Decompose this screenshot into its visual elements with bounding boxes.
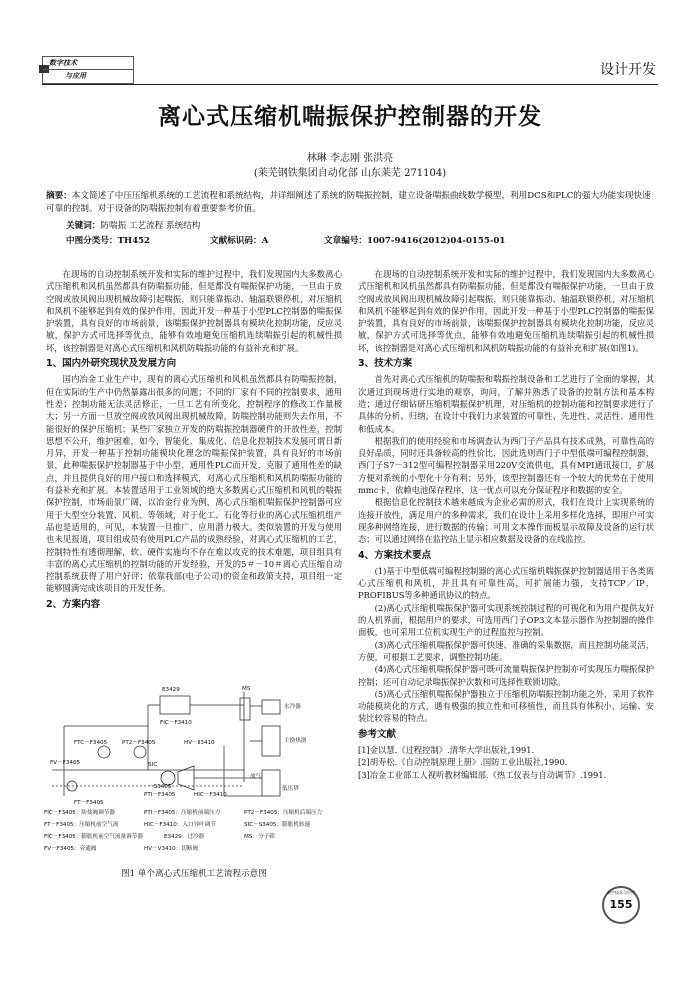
left-intro-paragraph: 在现场的自动控制系统开发和实际的维护过程中，我们发现国内大多数离心式压缩机和风机虽然都具有防喘振功能，但是都没有喘振保护功能，一旦由于放空阀或放风阀出现机械故障引起喘振，则只能靠振动、轴温联锁停机，对压缩机和风机不能够起到有效的保护作用，因此开发一种基于小型PLC控制器的喘振保护装置，具有良好的市场前景，该喘振保护控制器具有模块化控制功能，反应灵敏，保护方式可选择等优点，能够有效地避免压缩机连续喘振引起的机械性损坏，该控制器是对离心式压缩机和风机防喘振功能的有益补充和扩展。 (46, 269, 342, 353)
clc-number: 中图分类号：TH452 (66, 236, 151, 246)
label-hv3410: HV－Ⅱ3410 (184, 740, 215, 746)
article-authors: 林琳 李志刚 张洪亮 (306, 153, 394, 164)
keywords (66, 219, 200, 231)
tech-point: (2)离心式压缩机喘振保护器可实现系统控制过程的可视化和为用户提供友好的人机界面，根据用户的要求，可选用西门子OP3文本显示器作为控制器的操作面板，也可采用工位机实现生产的过程监控与控制。 (358, 602, 654, 638)
section-label: 设计开发 (600, 62, 656, 78)
label-ft3405: FT－F3405 (74, 800, 104, 806)
label-vent: 放气 (250, 774, 262, 780)
label-pti3405: PTI－F3405 (144, 792, 176, 798)
legend-item: MS：分子筛 (244, 834, 275, 840)
legend-item: FT－F3405：压缩机前空气流 (44, 822, 119, 828)
document-code: 文献标识码：A (210, 236, 269, 246)
label-main-cooler: 主换热器 (284, 738, 307, 744)
right-intro-paragraph: 在现场的自动控制系统开发和实际的维护过程中，我们发现国内大多数离心式压缩机和风机虽然都具有防喘振功能，但是都没有喘振保护功能，一旦由于放空阀或放风阀出现机械故障引起喘振，则只能靠振动、轴温联锁停机，对压缩机和风机不能够起到有效的保护作用，因此开发一种基于小型PLC控制器的喘振保护装置，具有良好的市场前景，该喘振保护控制器具有模块化控制功能，反应灵敏，保护方式可选择等优点，能够有效地避免压缩机连续喘振引起的机械性损坏，该控制器是对离心式压缩机和风机防喘振功能的有益补充和扩展(如图1)。 (358, 269, 654, 353)
label-hic3410: HIC－F3410 (194, 792, 227, 798)
legend-item: HV－V3410：切断阀 (144, 846, 199, 852)
left-column (46, 268, 342, 614)
section-heading-4: 4、方案技术要点 (358, 549, 432, 561)
label-s3405: －S3405 (148, 784, 172, 790)
legend-item: PTI－F3405：压缩机前端压力 (144, 810, 221, 816)
abstract-label: 摘要： (46, 191, 72, 201)
label-e3429: E3429 (162, 687, 180, 693)
article-number: 文章编号：1007-9416(2012)04-0155-01 (324, 236, 506, 246)
low-pressure-column (262, 770, 280, 796)
water-cooler (262, 700, 280, 714)
reference-item: [2]胡寿松.《自动控制原理上册》.国防工业出版社,1990. (358, 757, 568, 768)
references-heading: 参考文献 (358, 728, 397, 740)
journal-name-line1: 数字技术 (49, 58, 77, 67)
label-fv3405: FV－F3405 (50, 760, 81, 766)
figure-caption: 图1 单个离心式压缩机工艺流程示意图 (121, 869, 267, 879)
section-heading-3: 3、技术方案 (358, 358, 413, 370)
abstract-text: 本文简述了中压压缩机系统的工艺流程和系统结构，并详细阐述了系统的防喘振控制，建立设备喘振曲线数学模型，利用DCS和PLC的强大功能实现快速可靠的控制。对于设备的防喘振控制有着重要参考价值。 (46, 191, 651, 214)
page-badge-ring-text: 数字技术与应用 (607, 890, 635, 895)
tech-point: (1)基于中型低端可编程控制器的离心式压缩机喘振保护控制器适用于各类离心式压缩机和风机，并且具有可靠性高，可扩展能力强，支持TCP／IP，PROFIBUS等多种通讯协议的特点。 (358, 565, 654, 601)
label-ms: MS (242, 686, 251, 692)
pt2-transmitter-symbol (134, 746, 146, 758)
journal-header-box (42, 56, 134, 84)
label-pt3405: PT2－F3405 (122, 740, 156, 746)
article-affiliation: (莱芜钢铁集团自动化部 山东莱芜 271104) (253, 168, 447, 179)
section-3-paragraph-2: 根据我们的使用经验和市场调查认为西门子产品具有技术成熟，可靠性高的良好品质，同时还具备较高的性价比，因此选则西门子中型低端可编程控制器，西门子S7－312型可编程控制器采用220V交流供电，具有MPI通讯接口，扩展方便对系统的小型化十分有利；另外，该型控制器还有一个较大的优势在于使用mmc卡，依赖电池保存程序，这一优点可以充分保证程序和数据的安全。 (358, 435, 654, 496)
tech-point: (5)离心式压缩机喘振保护器独立于压缩机防喘振控制功能之外，采用了软件功能模块化的方式，遇有极强的独立性和可移植性，而且具有体积小，运输、安装比较容易的特点。 (358, 688, 654, 724)
label-fic3410: FIC－F3410 (160, 720, 192, 726)
legend-item: FV－F3405：旁通阀 (44, 846, 97, 852)
section-heading-2: 2、方案内容 (46, 598, 101, 610)
legend-item: HIC－F3410：入口导叶调节 (144, 822, 216, 828)
keywords-label: 关键词： (66, 221, 101, 231)
section-3-paragraph-1: 首先对离心式压缩机的防喘振和喘振控制设备和工艺进行了全面的掌握，其次通过到现场进行实地的观察，询问，了解并熟悉了设备的控制方法和基本构造；通过仔细钻研压缩机喘振保护机理，对压缩机的控制功能和控制要求进行了具体的分析、归纳，在设计中我们力求装置的可靠性、先进性、灵活性、通用性和低成本。 (358, 374, 654, 434)
label-low-pressure: 低压塔 (282, 786, 299, 792)
legend-item: FIC－F3405：膨胀机前空气流量调节器 (44, 834, 143, 840)
main-heat-exchanger (262, 726, 280, 756)
compressor-symbol (178, 766, 194, 790)
section-3-paragraph-3: 根据信息化控制技术越来越成为企业必需的形式，我们在设计上实现系统的连接开放性，满足用户的多种需求，我们在设计上采用多样化选择，即用户可实现多种网络连接，进行数据的传输；可用文本操作面板显示故障及设备的运行状态；可以通过网络在监控站上显示相应数据及设备的在线监控。 (358, 497, 654, 545)
article-title: 离心式压缩机喘振保护控制器的开发 (158, 103, 542, 130)
legend-item: PT2－F3405：压缩机后端压力 (244, 810, 323, 816)
legend-item: FIC－F3405：防盐阀调节器 (44, 810, 115, 816)
molecular-sieve (240, 698, 250, 720)
subcooler-box (160, 696, 190, 714)
label-ftc3405: FTC－F3405 (74, 740, 108, 746)
abstract (46, 190, 654, 216)
right-column (358, 268, 654, 781)
reference-item: [3]冶金工业部工人视听教材编辑部.《热工仪表与自动调节》.1991. (358, 769, 607, 780)
tech-point: (3)离心式压缩机喘振保护器可快速、准确的采集数据，而且控制功能灵活，方便，可根据工艺要求，调整控制功能。 (358, 639, 654, 662)
tech-point: (4)离心式压缩机喘振保护器可既可流量喘振保护控制亦可实现压力喘振保护控制；还可自动记录喘振保护次数和可选择性联锁切除。 (358, 664, 654, 687)
page-number-badge (602, 886, 640, 924)
label-sic: SIC (148, 762, 158, 768)
label-water-cooler: 水冷器 (284, 704, 301, 710)
journal-header-divider (43, 69, 133, 70)
ftc-controller-symbol (98, 746, 110, 758)
reference-item: [1]金以慧.《过程控制》.清华大学出版社,1991. (358, 744, 535, 755)
journal-name-line2: 与应用 (65, 71, 86, 80)
header-rule (42, 84, 658, 85)
legend-item: SIC－S3405：膨胀机转速 (244, 822, 311, 828)
section-heading-1: 1、国内外研究现状及发展方向 (46, 358, 177, 370)
section-1-paragraph: 国内冶金工业生产中，现有的离心式压缩机和风机虽然都具有防喘振控制，但在实际的生产中仍然暴露出很多的问题；不同的厂家有不同的控制要求，通用性差；控制功能无法灵活修正，一旦工艺有所变化，控制程序的修改工作量极大；另一方面一旦放空阀或放风阀出现机械故障，防喘控制功能则失去作用，不能很好的保护压缩机；某些厂家独立开发的防喘振控制器硬件的开放性差，控制思想不公开，维护困难，如今，智能化、集成化、信息化控制技术发展可谓日新月异，开发一种基于控制功能模块化理念的喘振保护装置，具有良好的市场前景，此种喘振保护控制器基于中小型、通用性PLC而开发，克服了通用性差的缺点，并且提供良好的用户接口和选择模式，对离心式压缩机和风机防喘振功能的有益补充和扩展。本装置适用于工业领域的绝大多数离心式压缩机和风机的喘振保护控制，市场前景广阔，以冶金行业为例，离心式压缩机喘振保护控制器可应用于大型空分装置、风机、等领域，对于化工、石化等行业的离心式压缩机组产品也是适用的，可见，本装置一旦推广，应用潜力极大。类似装置的开发与使用也未见报道，项目组成员有使用PLC产品的成熟经验，对离心式压缩机的工艺，控制特性有透彻理解，软、硬件实施均不存在难以攻克的技术难题，项目组具有丰富的离心式压缩机的控制功能的开发经验，开发的5＃－10＃离心式压缩自动控制系统获得了用户好评；依靠我部(电子公司)的资金和政策支持，项目组一定能够圆满完成该项目的开发任务。 (46, 374, 342, 594)
keywords-text: 防喘振 工艺流程 系统结构 (100, 221, 201, 231)
legend-item: E3429：过冷器 (164, 834, 205, 840)
page-number: 155 (609, 898, 633, 911)
